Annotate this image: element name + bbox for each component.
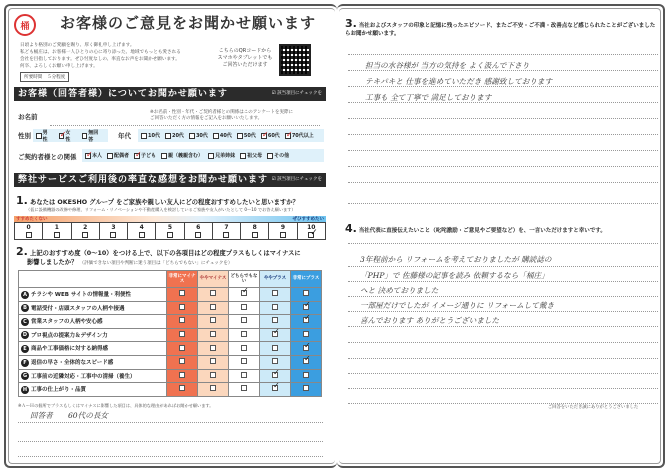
check-note: ☑ 該当項目にチェックを — [271, 177, 322, 182]
q3-answer-line[interactable]: 担当の水谷様が 当方の気持を よく汲んで下さり — [365, 61, 530, 70]
rating-cell[interactable] — [260, 342, 291, 356]
rating-cell[interactable] — [198, 288, 229, 302]
rating-checkbox[interactable] — [210, 372, 216, 378]
nps-gradient-header: すすめたくない ぜひすすめたい — [16, 217, 324, 222]
question-1-sub: （仮に設備機器の改修や修理、リフォーム・リノベーションや不動産購入を検討しているご家族や友人がいたとして 0〜10 でお答え願います） — [26, 207, 296, 212]
rating-checkbox[interactable] — [303, 385, 309, 391]
question-3: 3. 当社およびスタッフの印象と記憶に残ったエピソード、またご不安・ご不満・改善点など感じられたことがございましたらお聞かせ願います。 — [345, 17, 656, 37]
intro-line: 会社を目指しております。ぜひ忖度なしの、率直なお声をお聞かせ願います。 — [20, 57, 180, 62]
rating-checkbox[interactable] — [303, 358, 309, 364]
section-feedback-header — [14, 173, 326, 187]
rating-checkbox[interactable] — [179, 358, 185, 364]
rating-checkbox[interactable] — [210, 345, 216, 351]
rating-checkbox[interactable] — [179, 304, 185, 310]
table-row — [19, 301, 322, 315]
age-10-checkbox[interactable]: 10代 — [141, 132, 160, 139]
qr-code-icon[interactable] — [279, 44, 311, 76]
rating-checkbox[interactable] — [272, 331, 278, 337]
rating-checkbox[interactable] — [303, 304, 309, 310]
privacy-note: ※お名前・性別・年代・ご契約者様との関係はこのアンケートを実際に ご回答いただく方の情報をご記入をお願いいたします。 — [150, 110, 293, 121]
nps-option-10[interactable]: 10 ✓ — [298, 223, 325, 239]
q4-answer-line[interactable]: 喜んでおります ありがとうございました — [360, 316, 500, 325]
relation-self-checkbox[interactable]: ✓ 本人 — [85, 152, 102, 159]
letter-badge: C — [21, 318, 29, 326]
nps-scale — [14, 222, 326, 240]
intro-line: 何卒、よろしくお願い申し上げます。 — [20, 64, 98, 69]
age-70plus-checkbox[interactable]: ✓ 70代以上 — [285, 132, 314, 139]
item-label: H 工事の仕上がり・品質 — [19, 383, 167, 397]
col-neutral: どちらでもない — [229, 271, 260, 288]
rating-cell[interactable] — [229, 328, 260, 342]
check-note: ☑ 該当項目にチェックを — [271, 91, 322, 96]
rating-cell[interactable] — [167, 288, 198, 302]
thanks-note: ご回答をいただき誠にありがとうございました — [548, 405, 639, 410]
age-30-checkbox[interactable]: 30代 — [189, 132, 208, 139]
q4-answer-line[interactable]: 「PHP」で 佐藤様の記事を読み 依頼するなら「桶庄」 — [360, 271, 549, 280]
q2-footnote: ※Ａ〜Ｈの個所でプラスもしくはマイナスに影響した項目は、具体的な理由があればお聞かせ願います。 — [18, 403, 214, 408]
letter-badge: G — [22, 373, 28, 380]
rating-checkbox[interactable] — [179, 385, 185, 391]
rating-checkbox[interactable] — [179, 331, 185, 337]
rating-checkbox[interactable] — [303, 290, 309, 296]
impact-table — [18, 270, 322, 397]
rating-checkbox[interactable] — [241, 385, 247, 391]
rating-cell[interactable] — [167, 383, 198, 397]
q4-answer-line[interactable]: へと 決めておりました — [360, 286, 439, 295]
col-very-negative: 非常にマイナス — [167, 271, 198, 288]
rating-cell[interactable] — [167, 315, 198, 329]
nps-option-8[interactable]: 8 — [241, 223, 269, 239]
q3-answer-line[interactable]: 工事も 全て丁寧で 満足しております — [365, 93, 492, 102]
company-stamp-logo: 桶 — [14, 14, 36, 36]
question-1: 1. あなたは OKESHO グループ をご家族や親しい友人にどの程度おすすめしたいと思いますか？ — [16, 194, 299, 207]
nps-option-1[interactable]: 1 — [43, 223, 71, 239]
rating-cell[interactable] — [229, 369, 260, 383]
rating-checkbox[interactable] — [303, 372, 309, 378]
rating-checkbox[interactable] — [179, 317, 185, 323]
rating-cell[interactable] — [260, 383, 291, 397]
rating-checkbox[interactable] — [303, 331, 309, 337]
rating-cell[interactable] — [229, 301, 260, 315]
rating-cell[interactable] — [291, 369, 322, 383]
relation-label: ご契約者様との関係 — [18, 153, 77, 161]
rating-checkbox[interactable] — [241, 317, 247, 323]
item-label: D プロ視点の提案力＆デザイン力 — [19, 328, 167, 342]
relation-spouse-checkbox[interactable]: 配偶者 — [107, 152, 129, 159]
age-options — [138, 129, 324, 142]
qr-line: ご回答いただけます — [222, 62, 268, 68]
item-label: A チラシや WEB サイトの情報量・利便性 — [19, 288, 167, 302]
rating-checkbox[interactable] — [210, 331, 216, 337]
nps-option-9[interactable]: 9 — [269, 223, 297, 239]
item-label: G 工事前の近隣対応・工事中の清掃（養生） — [19, 369, 167, 383]
rating-cell[interactable] — [198, 355, 229, 369]
rating-checkbox[interactable] — [210, 290, 216, 296]
rating-checkbox[interactable] — [241, 358, 247, 364]
item-label: E 商品や工事価格に対する納得感 — [19, 342, 167, 356]
nps-option-3[interactable]: 3 — [100, 223, 128, 239]
relation-grandparent-checkbox[interactable]: 祖父母 — [240, 152, 262, 159]
rating-checkbox[interactable] — [241, 331, 247, 337]
rating-cell[interactable] — [198, 342, 229, 356]
table-row — [19, 328, 322, 342]
rating-cell[interactable] — [291, 355, 322, 369]
table-row — [19, 342, 322, 356]
gender-male-checkbox[interactable]: 男性 — [36, 129, 52, 143]
age-label: 年代 — [118, 132, 131, 140]
rating-checkbox[interactable] — [210, 385, 216, 391]
letter-badge: E — [21, 345, 29, 353]
rating-checkbox[interactable] — [210, 317, 216, 323]
rating-checkbox[interactable] — [241, 304, 247, 310]
col-very-positive: 非常にプラス — [291, 271, 322, 288]
rating-checkbox[interactable] — [272, 385, 278, 391]
item-label: B 電話受付・店頭スタッフの人柄や接遇 — [19, 301, 167, 315]
rating-cell[interactable] — [229, 342, 260, 356]
rating-checkbox[interactable] — [303, 317, 309, 323]
col-slightly-negative: ややマイナス — [198, 271, 229, 288]
rating-cell[interactable] — [229, 355, 260, 369]
rating-checkbox[interactable] — [241, 372, 247, 378]
rating-cell[interactable] — [167, 301, 198, 315]
qr-instructions — [212, 48, 278, 69]
rating-checkbox[interactable] — [272, 372, 278, 378]
rating-cell[interactable] — [260, 328, 291, 342]
intro-text — [20, 42, 200, 70]
section-customer-info-header — [14, 87, 326, 101]
rating-cell[interactable] — [229, 315, 260, 329]
intro-line: 日頃より格別のご愛顧を賜り、厚く御礼申し上げます。 — [20, 43, 135, 48]
rating-checkbox[interactable] — [210, 358, 216, 364]
rating-cell[interactable] — [198, 301, 229, 315]
nps-option-5[interactable]: 5 — [156, 223, 184, 239]
rating-cell[interactable] — [229, 383, 260, 397]
rating-checkbox[interactable] — [179, 372, 185, 378]
nps-option-4[interactable]: 4 — [128, 223, 156, 239]
question-2: 2. 上記のおすすめ度（0〜10）をつける上で、以下の各項目はどの程度プラスもしくはマイナスに — [16, 245, 301, 258]
relation-parent-checkbox[interactable]: 親（義親含む） — [161, 152, 203, 159]
rating-cell[interactable] — [198, 328, 229, 342]
item-label: C 営業スタッフの人柄や安心感 — [19, 315, 167, 329]
rating-cell[interactable] — [291, 315, 322, 329]
age-60-checkbox[interactable]: ✓ 60代 — [261, 132, 280, 139]
nps-option-6[interactable]: 6 — [185, 223, 213, 239]
gender-label: 性別 — [18, 132, 31, 140]
rating-cell[interactable] — [229, 288, 260, 302]
letter-badge: A — [21, 291, 29, 299]
letter-badge: H — [22, 386, 28, 393]
table-row — [19, 288, 322, 302]
rating-cell[interactable] — [260, 301, 291, 315]
name-field[interactable] — [50, 125, 320, 126]
rating-checkbox[interactable] — [272, 290, 278, 296]
relation-sibling-checkbox[interactable]: 兄弟姉妹 — [208, 152, 235, 159]
letter-badge: F — [21, 359, 29, 367]
rating-checkbox[interactable] — [179, 290, 185, 296]
rating-checkbox[interactable] — [272, 304, 278, 310]
rating-cell[interactable] — [167, 369, 198, 383]
rating-checkbox[interactable] — [210, 304, 216, 310]
intro-line: 私ども桶庄は、お客様一人ひとりの心に寄り添った、地域でもっとも愛される — [20, 50, 181, 55]
q2-answer-text[interactable]: 回答者 60代の長女 — [30, 411, 109, 420]
rating-checkbox[interactable] — [272, 345, 278, 351]
duration-badge: 所要時間 ５分程度 — [20, 72, 69, 82]
table-header-row — [19, 271, 322, 288]
gender-none-checkbox[interactable]: 無回答 — [82, 129, 102, 143]
nps-option-7[interactable]: 7 — [213, 223, 241, 239]
age-50-checkbox[interactable]: 50代 — [237, 132, 256, 139]
col-slightly-positive: ややプラス — [260, 271, 291, 288]
rating-cell[interactable] — [167, 342, 198, 356]
rating-cell[interactable] — [291, 383, 322, 397]
age-20-checkbox[interactable]: 20代 — [165, 132, 184, 139]
name-label: お名前 — [18, 113, 38, 121]
rating-cell[interactable] — [260, 288, 291, 302]
q3-answer-line[interactable]: テキパキと 仕事を進めていただき 感謝致しております — [365, 77, 553, 86]
rating-checkbox[interactable] — [241, 290, 247, 296]
relation-child-checkbox[interactable]: ✓ 子ども — [134, 152, 156, 159]
rating-cell[interactable] — [198, 383, 229, 397]
letter-badge: D — [22, 332, 28, 339]
item-label: F 返信の早さ・全体的なスピード感 — [19, 355, 167, 369]
question-2-line2: 影響しましたか？ （評価できない項目や判断に迷う項目は「どちらでもない」にチェックを） — [27, 259, 233, 266]
rating-cell[interactable] — [198, 315, 229, 329]
q4-answer-line[interactable]: 3年程前から リフォームを考えておりましたが 購読誌の — [360, 255, 552, 264]
table-row — [19, 383, 322, 397]
rating-checkbox[interactable] — [272, 358, 278, 364]
letter-badge: B — [21, 304, 29, 312]
nps-option-0[interactable]: 0 — [15, 223, 43, 239]
page-title: お客様のご意見をお聞かせ願います — [60, 14, 317, 32]
gender-options — [33, 129, 108, 142]
rating-checkbox[interactable] — [241, 345, 247, 351]
gender-female-checkbox[interactable]: ✓ 女性 — [59, 129, 75, 143]
relation-options — [82, 149, 324, 162]
nps-option-2[interactable]: 2 — [72, 223, 100, 239]
rating-cell[interactable] — [198, 369, 229, 383]
qr-line: スマホやタブレットでも — [217, 55, 273, 61]
rating-cell[interactable] — [167, 355, 198, 369]
section-title: 弊社サービスご利用後の率直な感想をお聞かせ願います — [18, 175, 269, 185]
rating-checkbox[interactable] — [179, 345, 185, 351]
age-40-checkbox[interactable]: 40代 — [213, 132, 232, 139]
section-title: お客様（回答者様）についてお聞かせ願います — [18, 89, 228, 99]
q4-answer-line[interactable]: 一部屋だけでしたが イメージ通りに リフォームして戴き — [360, 301, 555, 310]
qr-line: こちらのQRコードから — [218, 48, 272, 54]
rating-cell[interactable] — [167, 328, 198, 342]
right-page-frame — [337, 4, 665, 468]
relation-other-checkbox[interactable]: その他 — [267, 152, 289, 159]
rating-checkbox[interactable] — [303, 345, 309, 351]
rating-checkbox[interactable] — [272, 317, 278, 323]
question-4: 4. 当社代表に直接伝えたいこと（叱咤激励・ご意見やご要望など）を、一言いただけますと幸いです。 — [345, 222, 606, 235]
